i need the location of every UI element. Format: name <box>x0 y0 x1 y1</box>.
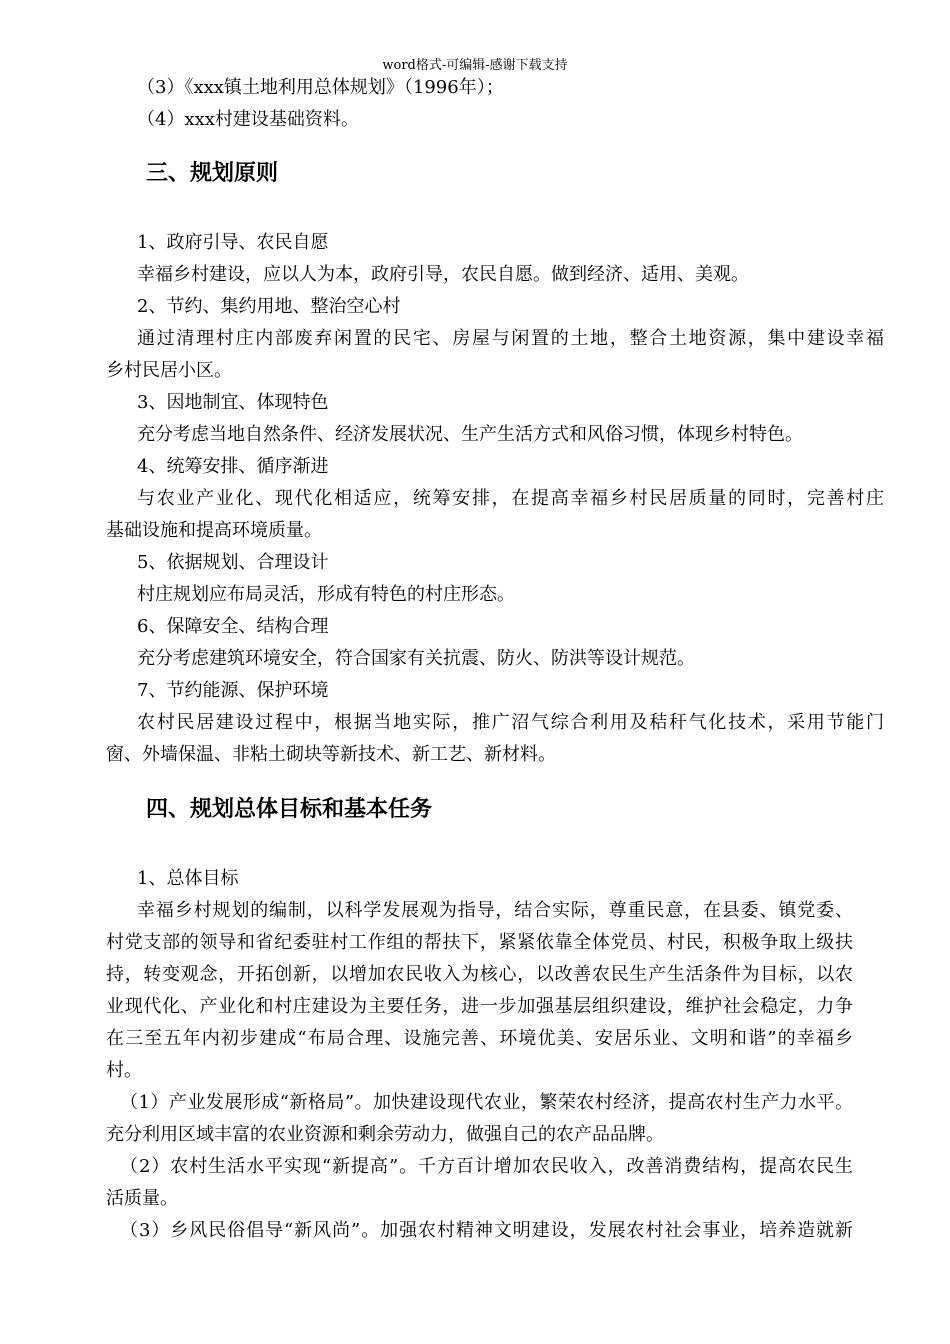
goal-item: （1）产业发展形成“新格局”。加快建设现代农业，繁荣农村经济，提高农村生产力水平。 <box>120 1092 853 1113</box>
paragraph-line: 业现代化、产业化和村庄建设为主要任务，进一步加强基层组织建设，维护社会稳定，力争 <box>106 996 853 1017</box>
paragraph-line: 窗、外墙保温、非粘土砌块等新技术、新工艺、新材料。 <box>106 744 556 765</box>
page-header: word格式-可编辑-感谢下载支持 <box>382 58 568 73</box>
reference-item: （3）《xxx镇土地利用总体规划》（1996年）； <box>137 77 504 98</box>
paragraph-line: 幸福乡村建设，应以人为本，政府引导，农民自愿。做到经济、适用、美观。 <box>137 264 749 285</box>
paragraph-line: 通过清理村庄内部废弃闲置的民宅、房屋与闲置的土地，整合土地资源，集中建设幸福 <box>137 328 884 349</box>
paragraph-line: 活质量。 <box>106 1188 178 1209</box>
principle-title: 4、统筹安排、循序渐进 <box>137 456 329 477</box>
paragraph-line: 农村民居建设过程中，根据当地实际，推广沼气综合利用及秸秆气化技术，采用节能门 <box>137 712 884 733</box>
paragraph-line: 幸福乡村规划的编制，以科学发展观为指导，结合实际，尊重民意，在县委、镇党委、 <box>137 900 853 921</box>
paragraph-line: 持，转变观念，开拓创新，以增加农民收入为核心，以改善农民生产生活条件为目标，以农 <box>106 964 853 985</box>
paragraph-line: 与农业产业化、现代化相适应，统筹安排，在提高幸福乡村民居质量的同时，完善村庄 <box>137 488 884 509</box>
paragraph-line: 在三至五年内初步建成“布局合理、设施完善、环境优美、安居乐业、文明和谐”的幸福乡 <box>106 1028 853 1049</box>
principle-title: 1、政府引导、农民自愿 <box>137 232 329 253</box>
section-heading: 三、规划原则 <box>146 161 279 186</box>
paragraph-line: 充分考虑当地自然条件、经济发展状况、生产生活方式和风俗习惯，体现乡村特色。 <box>137 424 803 445</box>
goal-title: 1、总体目标 <box>137 868 239 889</box>
paragraph-line: 充分利用区域丰富的农业资源和剩余劳动力，做强自己的农产品品牌。 <box>106 1124 664 1145</box>
paragraph-line: 村庄规划应布局灵活，形成有特色的村庄形态。 <box>137 584 515 605</box>
paragraph-line: 乡村民居小区。 <box>106 360 232 381</box>
paragraph-line: 村。 <box>106 1060 142 1081</box>
paragraph-line: 村党支部的领导和省纪委驻村工作组的帮扶下，紧紧依靠全体党员、村民，积极争取上级扶 <box>106 932 853 953</box>
principle-title: 2、节约、集约用地、整治空心村 <box>137 296 401 317</box>
principle-title: 3、因地制宜、体现特色 <box>137 392 329 413</box>
principle-title: 5、依据规划、合理设计 <box>137 552 329 573</box>
goal-item: （2）农村生活水平实现“新提高”。千方百计增加农民收入，改善消费结构，提高农民生 <box>120 1156 853 1177</box>
principle-title: 7、节约能源、保护环境 <box>137 680 329 701</box>
paragraph-line: 充分考虑建筑环境安全，符合国家有关抗震、防火、防洪等设计规范。 <box>137 648 695 669</box>
paragraph-line: 基础设施和提高环境质量。 <box>106 520 322 541</box>
goal-item: （3）乡风民俗倡导“新风尚”。加强农村精神文明建设，发展农村社会事业，培养造就新 <box>120 1220 853 1241</box>
principle-title: 6、保障安全、结构合理 <box>137 616 329 637</box>
reference-item: （4）xxx村建设基础资料。 <box>137 109 359 130</box>
section-heading: 四、规划总体目标和基本任务 <box>146 797 433 822</box>
